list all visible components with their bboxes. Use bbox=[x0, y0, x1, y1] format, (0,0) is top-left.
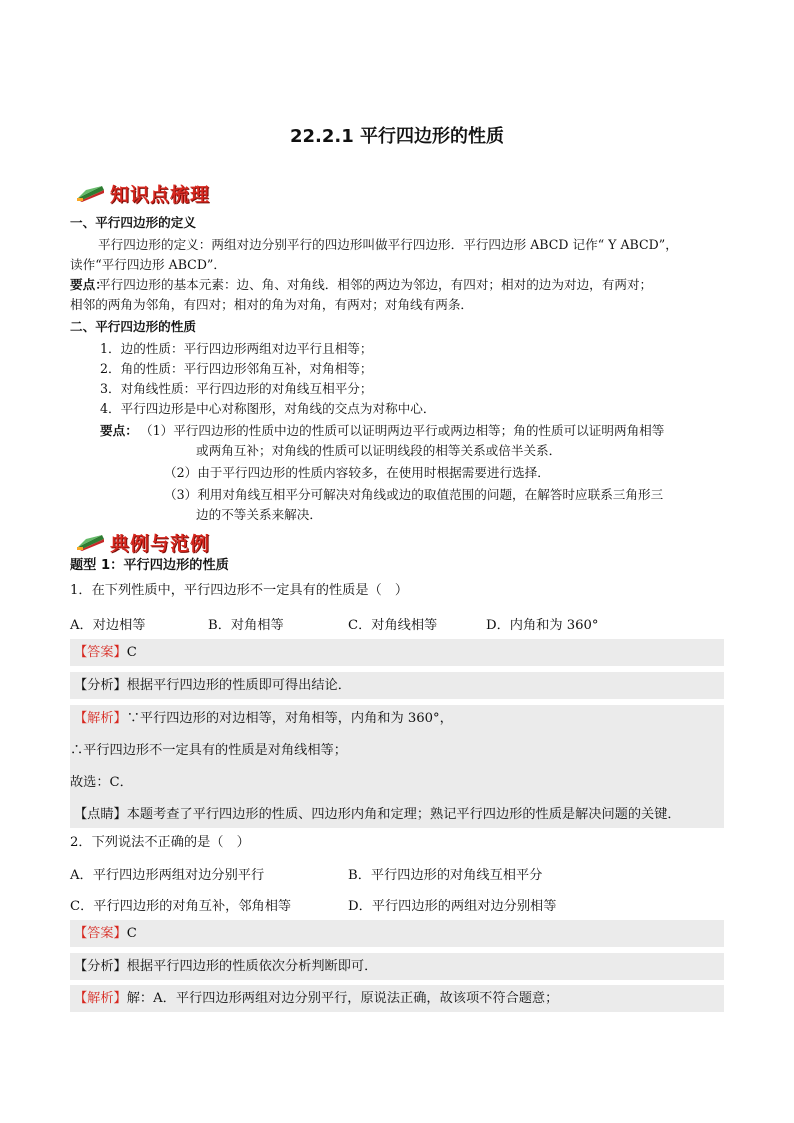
section-heading: 二、平行四边形的性质 bbox=[70, 319, 196, 334]
key-point: 或两角互补；对角线的性质可以证明线段的相等关系或倍半关系． bbox=[196, 443, 562, 458]
answer-box bbox=[70, 920, 724, 947]
solution-line: ∴平行四边形不一定具有的性质是对角线相等； bbox=[70, 743, 347, 758]
type-heading: 题型 1：平行四边形的性质 bbox=[70, 558, 229, 573]
key-label: 要点： bbox=[100, 423, 138, 438]
analysis-text: 根据平行四边形的性质即可得出结论． bbox=[126, 678, 351, 693]
paragraph: 平行四边形的基本元素：边、角、对角线．相邻的两边为邻边，有四对；相对的边为对边，有两对； bbox=[98, 277, 653, 292]
examples-banner bbox=[76, 527, 210, 557]
solution-text: ∵平行四边形的对边相等，对角相等，内角和为 360°， bbox=[126, 711, 453, 726]
answer-line bbox=[74, 639, 137, 666]
option-a: A．对边相等 bbox=[70, 618, 146, 633]
list-item: 1．边的性质：平行四边形两组对边平行且相等； bbox=[100, 341, 373, 356]
list-item: 2．角的性质：平行四边形邻角互补，对角相等； bbox=[100, 361, 373, 376]
analysis-tag: 【分析】 bbox=[74, 678, 127, 693]
question-stem: 2．下列说法不正确的是（ ） bbox=[70, 835, 250, 850]
answer-tag: 【答案】 bbox=[74, 926, 127, 941]
answer-value: C bbox=[126, 645, 137, 660]
option-b: B．平行四边形的对角线互相平分 bbox=[348, 868, 543, 883]
option-c: C．对角线相等 bbox=[348, 618, 438, 633]
analysis-text: 根据平行四边形的性质依次分析判断即可． bbox=[126, 959, 378, 974]
examples-banner-text: 典例与范例 bbox=[110, 532, 211, 555]
solution-tag: 【解析】 bbox=[74, 991, 127, 1006]
pencil-book-icon bbox=[76, 529, 106, 555]
option-d: D．平行四边形的两组对边分别相等 bbox=[348, 899, 557, 914]
solution-text: 解：A．平行四边形两组对边分别平行，原说法正确，故该项不符合题意； bbox=[126, 991, 559, 1006]
option-c: C．平行四边形的对角互补，邻角相等 bbox=[70, 899, 292, 914]
solution-line: 故选：C． bbox=[70, 775, 133, 790]
comment-text: 本题考查了平行四边形的性质、四边形内角和定理；熟记平行四边形的性质是解决问题的关键． bbox=[126, 807, 681, 822]
list-item: 4．平行四边形是中心对称图形，对角线的交点为对称中心． bbox=[100, 401, 436, 416]
analysis-tag: 【分析】 bbox=[74, 959, 127, 974]
answer-box bbox=[70, 639, 724, 666]
answer-tag: 【答案】 bbox=[74, 645, 127, 660]
list-item: 3．对角线性质：平行四边形的对角线互相平分； bbox=[100, 381, 373, 396]
key-point: （3）利用对角线互相平分可解决对角线或边的取值范围的问题，在解答时应联系三角形三 bbox=[164, 487, 664, 502]
paragraph: 读作“平行四边形 ABCD”． bbox=[70, 257, 226, 272]
knowledge-banner-text: 知识点梳理 bbox=[110, 183, 211, 206]
comment-line bbox=[74, 801, 681, 828]
answer-line bbox=[74, 920, 137, 947]
page-title: 22.2.1 平行四边形的性质 bbox=[289, 126, 505, 147]
key-point: （1）平行四边形的性质中边的性质可以证明两边平行或两边相等；角的性质可以证明两角相等 bbox=[140, 423, 665, 438]
question-stem: 1．在下列性质中，平行四边形不一定具有的性质是（ ） bbox=[70, 583, 409, 598]
option-a: A．平行四边形两组对边分别平行 bbox=[70, 868, 265, 883]
key-point: （2）由于平行四边形的性质内容较多，在使用时根据需要进行选择． bbox=[164, 465, 550, 480]
analysis-line bbox=[74, 672, 351, 699]
solution-line bbox=[74, 985, 558, 1012]
option-b: B．对角相等 bbox=[208, 618, 284, 633]
analysis-line bbox=[74, 953, 377, 980]
pencil-book-icon bbox=[76, 180, 106, 206]
solution-tag: 【解析】 bbox=[74, 711, 127, 726]
knowledge-banner bbox=[76, 178, 210, 208]
option-d: D．内角和为 360° bbox=[486, 618, 599, 633]
section-heading: 一、平行四边形的定义 bbox=[70, 215, 196, 230]
paragraph: 平行四边形的定义：两组对边分别平行的四边形叫做平行四边形．平行四边形 ABCD 记作“ Y ABCD”， bbox=[98, 237, 678, 252]
solution-line bbox=[74, 705, 453, 732]
comment-tag: 【点睛】 bbox=[74, 807, 127, 822]
paragraph: 相邻的两角为邻角，有四对；相对的角为对角，有两对；对角线有两条． bbox=[70, 297, 473, 312]
key-label: 要点： bbox=[70, 277, 108, 292]
key-point: 边的不等关系来解决． bbox=[196, 507, 322, 522]
answer-value: C bbox=[126, 926, 137, 941]
